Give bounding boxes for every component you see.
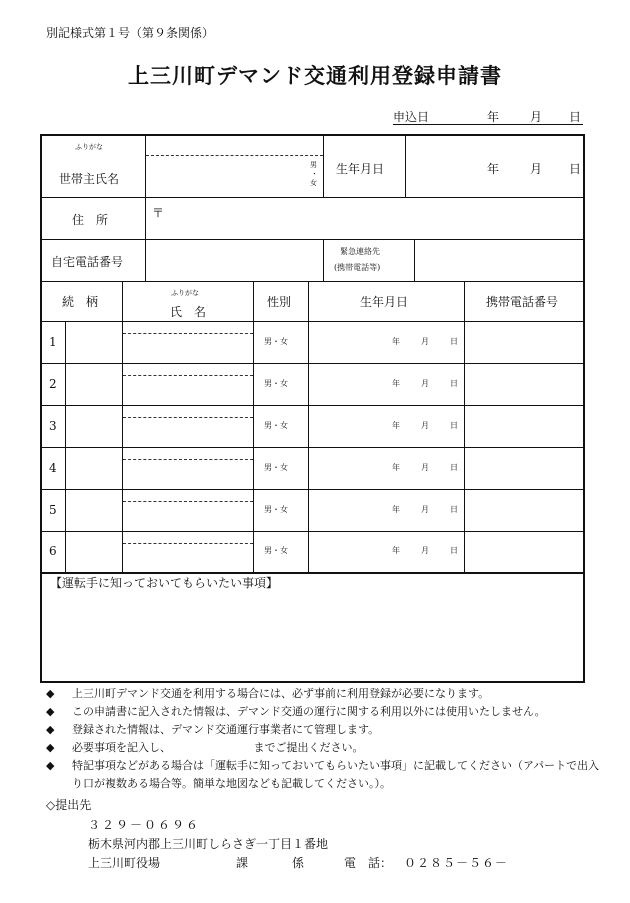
furigana-dashed-line [123, 375, 253, 376]
birth-month-unit: 月 [421, 505, 429, 514]
birth-month-unit: 月 [421, 463, 429, 472]
note-item [46, 721, 606, 739]
col-divider [464, 281, 465, 572]
birth-month-unit: 月 [421, 379, 429, 388]
submission-section: 課 [236, 856, 249, 870]
member-name-header: 氏 名 [170, 305, 207, 319]
head-name-label: 世帯主氏名 [59, 172, 120, 186]
gender-option[interactable]: 男・女 [264, 379, 288, 388]
submission-label: ◇提出先 [46, 798, 92, 812]
gender-separator: ・ [311, 170, 318, 178]
note-text: この申請書に記入された情報は、デマンド交通の運行に関する利用以外には使用いたしません。 [72, 705, 546, 718]
relation-header: 続 柄 [62, 295, 99, 309]
form-reference: 別記様式第１号（第９条関係） [46, 26, 215, 40]
col-divider [145, 197, 146, 239]
bullet-icon: ◆ [46, 705, 55, 718]
row-number: 3 [49, 419, 57, 433]
col-divider [308, 281, 309, 572]
driver-notes-label: 【運転手に知っておいてもらいたい事項】 [50, 576, 279, 590]
birth-day-unit: 日 [450, 379, 458, 388]
application-year-unit: 年 [487, 110, 500, 124]
row-divider [42, 447, 583, 448]
birth-year-unit: 年 [392, 421, 400, 430]
postal-mark: 〒 [152, 206, 165, 220]
note-item [46, 757, 606, 793]
col-divider [414, 239, 415, 281]
row-number: 5 [49, 503, 57, 517]
gender-option[interactable]: 男・女 [264, 463, 288, 472]
birth-year-unit: 年 [392, 463, 400, 472]
furigana-dashed-line [123, 417, 253, 418]
note-item [46, 703, 606, 721]
col-divider [122, 321, 123, 572]
col-divider [122, 281, 123, 321]
birth-day-unit: 日 [450, 463, 458, 472]
birth-month-unit: 月 [421, 421, 429, 430]
application-day-unit: 日 [569, 110, 582, 124]
birth-month-unit: 月 [421, 337, 429, 346]
birth-year-unit: 年 [392, 379, 400, 388]
home-phone-label: 自宅電話番号 [51, 255, 124, 269]
birth-year-unit: 年 [392, 337, 400, 346]
head-birthdate-label: 生年月日 [336, 162, 385, 176]
bullet-icon: ◆ [46, 687, 55, 700]
furigana-dashed-line [123, 543, 253, 544]
row-number: 6 [49, 544, 57, 558]
col-divider [145, 239, 146, 281]
form-title: 上三川町デマンド交通利用登録申請書 [128, 63, 502, 88]
head-birth-year-unit: 年 [487, 162, 500, 176]
birth-year-unit: 年 [392, 505, 400, 514]
birth-month-unit: 月 [421, 546, 429, 555]
row-divider [42, 239, 583, 240]
gender-male-option[interactable]: 男 [310, 161, 317, 169]
bullet-icon: ◆ [46, 759, 55, 772]
application-date-label: 申込日 [393, 110, 430, 124]
member-furigana-header: ふりがな [171, 289, 199, 297]
emergency-contact-label: 緊急連絡先 [340, 247, 380, 256]
address-label: 住 所 [72, 213, 109, 227]
row-divider [42, 531, 583, 532]
submission-subsection: 係 [292, 856, 305, 870]
application-date-underline [393, 124, 583, 125]
head-birth-day-unit: 日 [569, 162, 582, 176]
furigana-dashed-line [123, 333, 253, 334]
application-form-table [40, 134, 585, 683]
furigana-dashed-line [123, 501, 253, 502]
note-text: 必要事項を記入し、 までご提出ください。 [72, 741, 364, 754]
birth-day-unit: 日 [450, 546, 458, 555]
birth-year-unit: 年 [392, 546, 400, 555]
submission-office: 上三川町役場 [88, 856, 161, 870]
row-divider [42, 321, 583, 322]
gender-option[interactable]: 男・女 [264, 505, 288, 514]
birthdate-header: 生年月日 [360, 295, 409, 309]
row-divider [42, 197, 583, 198]
col-divider [145, 136, 146, 197]
birth-day-unit: 日 [450, 421, 458, 430]
note-text: 特記事項などがある場合は「運転手に知っておいてもらいたい事項」に記載してください（アパートで出入り口が複数ある場合等。簡単な地図なども記載してください。）。 [72, 759, 600, 790]
notes-list [46, 685, 606, 793]
row-number: 2 [49, 377, 57, 391]
gender-header: 性別 [267, 295, 292, 309]
emergency-contact-sublabel: (携帯電話等) [334, 263, 381, 272]
row-divider [42, 405, 583, 406]
row-number: 1 [49, 335, 57, 349]
bullet-icon: ◆ [46, 741, 55, 754]
furigana-label: ふりがな [75, 143, 103, 151]
col-divider [253, 281, 254, 572]
note-item [46, 739, 606, 757]
gender-option[interactable]: 男・女 [264, 546, 288, 555]
col-divider [65, 321, 66, 572]
bullet-icon: ◆ [46, 723, 55, 736]
furigana-dashed-line [123, 459, 253, 460]
gender-female-option[interactable]: 女 [310, 179, 317, 187]
application-month-unit: 月 [530, 110, 543, 124]
submission-address: 栃木県河内郡上三川町しらさぎ一丁目１番地 [88, 837, 329, 851]
note-item [46, 685, 606, 703]
gender-option[interactable]: 男・女 [264, 421, 288, 430]
row-divider [42, 489, 583, 490]
col-divider [323, 239, 324, 281]
row-number: 4 [49, 461, 57, 475]
submission-postal-code: ３２９－０６９６ [88, 818, 201, 832]
col-divider [323, 136, 324, 197]
note-text: 登録された情報は、デマンド交通運行事業者にて管理します。 [72, 723, 380, 736]
gender-option[interactable]: 男・女 [264, 337, 288, 346]
birth-day-unit: 日 [450, 337, 458, 346]
furigana-dashed-line [146, 155, 323, 156]
mobile-header: 携帯電話番号 [486, 295, 559, 309]
submission-phone: ０２８５－５６－ [404, 856, 509, 870]
row-divider [42, 363, 583, 364]
col-divider [405, 136, 406, 197]
row-divider [42, 281, 583, 282]
note-text: 上三川町デマンド交通を利用する場合には、必ず事前に利用登録が必要になります。 [72, 687, 490, 700]
head-birth-month-unit: 月 [530, 162, 543, 176]
birth-day-unit: 日 [450, 505, 458, 514]
submission-phone-label: 電 話： [344, 856, 393, 870]
